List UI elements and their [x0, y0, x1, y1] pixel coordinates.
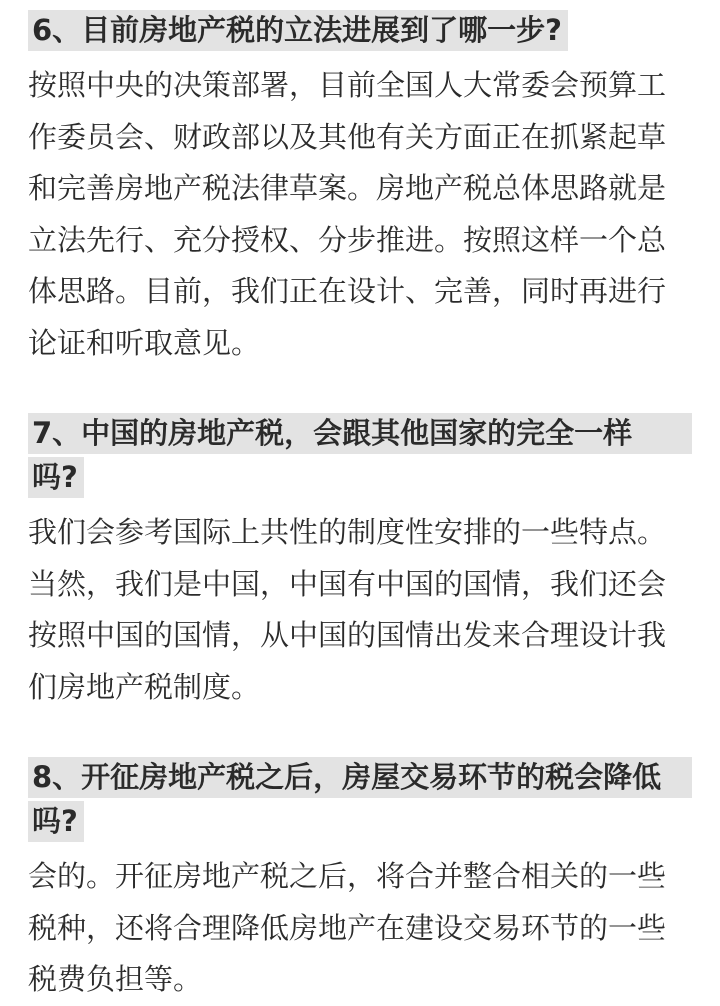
question-line: 8、开征房地产税之后，房屋交易环节的税会降低	[28, 757, 692, 798]
question-line: 吗?	[28, 801, 84, 842]
question-line: 吗?	[28, 457, 84, 498]
question-heading	[28, 413, 692, 501]
answer-line: 立法先行、充分授权、分步推进。按照这样一个总	[28, 222, 667, 257]
question-heading	[28, 757, 692, 845]
answer-line: 会的。开征房地产税之后，将合并整合相关的一些	[28, 859, 667, 893]
qa-section-6	[28, 10, 692, 369]
question-heading	[28, 10, 692, 54]
answer-line: 当然，我们是中国，中国有中国的国情，我们还会	[28, 566, 667, 601]
answer-line: 税费负担等。	[28, 962, 203, 996]
answer-paragraph	[28, 851, 692, 1006]
question-line: 6、目前房地产税的立法进展到了哪一步?	[28, 10, 568, 51]
answer-paragraph	[28, 60, 692, 369]
qa-section-7	[28, 413, 692, 713]
answer-line: 我们会参考国际上共性的制度性安排的一些特点。	[28, 515, 667, 549]
answer-line: 们房地产税制度。	[28, 669, 261, 704]
answer-line: 按照中央的决策部署，目前全国人大常委会预算工	[28, 68, 667, 102]
answer-paragraph	[28, 507, 692, 713]
question-line: 7、中国的房地产税，会跟其他国家的完全一样	[28, 413, 692, 454]
answer-line: 作委员会、财政部以及其他有关方面正在抓紧起草	[28, 119, 667, 154]
answer-line: 税种，还将合理降低房地产在建设交易环节的一些	[28, 910, 667, 945]
answer-line: 论证和听取意见。	[28, 325, 261, 360]
answer-line: 体思路。目前，我们正在设计、完善，同时再进行	[28, 274, 667, 308]
answer-line: 和完善房地产税法律草案。房地产税总体思路就是	[28, 171, 667, 205]
answer-line: 按照中国的国情，从中国的国情出发来合理设计我	[28, 618, 667, 652]
qa-section-8	[28, 757, 692, 1006]
